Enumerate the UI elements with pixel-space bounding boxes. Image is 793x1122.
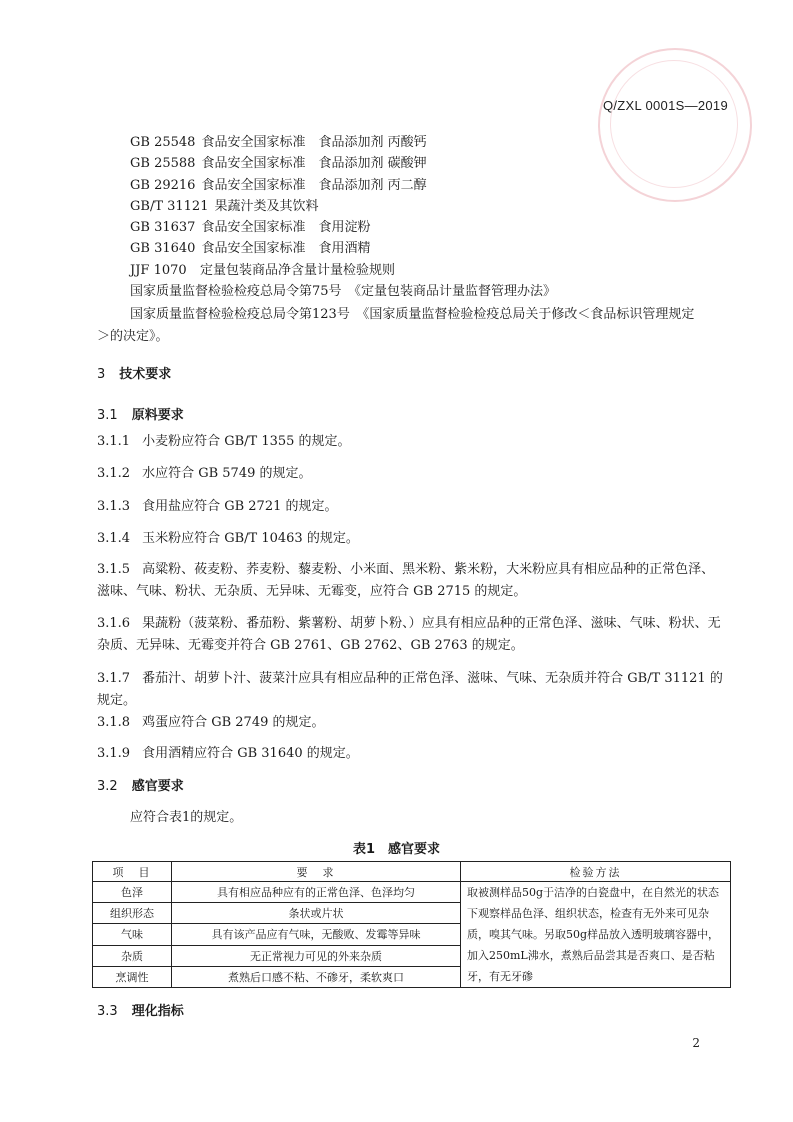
table-caption: 表1 感官要求: [352, 842, 441, 857]
table-header-cell: 项 目: [93, 862, 172, 882]
ref-title: 定量包装商品净含量计量检验规则: [200, 263, 396, 278]
red-seal-stamp: [598, 48, 752, 202]
ref-code: GB 29216: [130, 178, 196, 193]
ref-title: 食品安全国家标准 食品添加剂 丙二醇: [201, 178, 427, 193]
ref-title: 食品安全国家标准 食品添加剂 丙酸钙: [201, 135, 427, 150]
table-cell-requirement: 煮熟后口感不粘、不碜牙，柔软爽口: [172, 966, 461, 987]
page-number: 2: [692, 1036, 700, 1050]
ref-code: GB 31640: [130, 241, 196, 256]
ref-item: [130, 198, 319, 216]
table-header-row: [93, 862, 731, 882]
ref-code: GB/T 31121: [130, 199, 209, 214]
table-cell-item: 烹调性: [93, 966, 172, 987]
clause: 3.1.1 小麦粉应符合 GB/T 1355 的规定。: [97, 434, 351, 449]
table-cell-item: 杂质: [93, 945, 172, 966]
ref-item: [130, 262, 395, 280]
ref-title: 食品安全国家标准 食用酒精: [201, 241, 371, 256]
table-cell-item: 气味: [93, 924, 172, 945]
section-body: 应符合表1的规定。: [130, 810, 243, 825]
clause: 3.1.9 食用酒精应符合 GB 31640 的规定。: [97, 746, 359, 761]
section-heading: 3.2 感官要求: [97, 779, 184, 794]
clause: 3.1.8 鸡蛋应符合 GB 2749 的规定。: [97, 715, 325, 730]
table-header-cell: 要 求: [172, 862, 461, 882]
clause: 3.1.3 食用盐应符合 GB 2721 的规定。: [97, 499, 338, 514]
ref-title: 食品安全国家标准 食用淀粉: [201, 220, 371, 235]
clause: 3.1.2 水应符合 GB 5749 的规定。: [97, 466, 312, 481]
table-row: [93, 882, 731, 903]
standard-code: Q/ZXL 0001S—2019: [602, 98, 728, 113]
order-item: 国家质量监督检验检疫总局令第123号 《国家质量监督检验检疫总局关于修改＜食品标识管理规定＞的决定》。: [97, 307, 695, 344]
table-cell-method: 取被测样品50g于洁净的白瓷盘中，在自然光的状态下观察样品色泽、组织状态，检查有无外来可见杂质，嗅其气味。另取50g样品放入透明玻璃容器中，加入250mL沸水，煮熟后品尝其是否爽口、是否粘牙，有无牙碜: [461, 882, 731, 988]
ref-code: JJF 1070: [130, 263, 187, 278]
sensory-table: [92, 861, 731, 988]
ref-title: 食品安全国家标准 食品添加剂 碳酸钾: [201, 156, 427, 171]
section-heading: 3 技术要求: [97, 367, 172, 382]
table-cell-requirement: 条状或片状: [172, 903, 461, 924]
ref-item: [130, 155, 427, 173]
section-heading: 3.3 理化指标: [97, 1004, 184, 1019]
table-cell-item: 组织形态: [93, 903, 172, 924]
clause: 3.1.7 番茄汁、胡萝卜汁、菠菜汁应具有相应品种的正常色泽、滋味、气味、无杂质并符合 GB/T 31121 的规定。: [97, 671, 723, 708]
ref-item: [130, 219, 370, 237]
table-cell-item: 色泽: [93, 882, 172, 903]
table-cell-requirement: 具有该产品应有气味，无酸败、发霉等异味: [172, 924, 461, 945]
ref-code: GB 25588: [130, 156, 196, 171]
section-heading: 3.1 原料要求: [97, 408, 184, 423]
table-cell-requirement: 无正常视力可见的外来杂质: [172, 945, 461, 966]
clause: 3.1.6 果蔬粉（菠菜粉、番茄粉、紫薯粉、胡萝卜粉、）应具有相应品种的正常色泽、滋味、气味、粉状、无杂质、无异味、无霉变并符合 GB 2761、GB 2762、GB 2763 的规定。: [97, 616, 721, 653]
ref-code: GB 31637: [130, 220, 196, 235]
ref-item: [130, 134, 427, 152]
ref-code: GB 25548: [130, 135, 196, 150]
ref-title: 果蔬汁类及其饮料: [214, 199, 319, 214]
order-item: 国家质量监督检验检疫总局令第75号 《定量包装商品计量监督管理办法》: [130, 284, 557, 299]
table-cell-requirement: 具有相应品种应有的正常色泽、色泽均匀: [172, 882, 461, 903]
ref-item: [130, 240, 370, 258]
ref-item: [130, 177, 427, 195]
clause: 3.1.4 玉米粉应符合 GB/T 10463 的规定。: [97, 531, 359, 546]
table-header-cell: 检验方法: [461, 862, 731, 882]
clause: 3.1.5 高粱粉、莜麦粉、荞麦粉、藜麦粉、小米面、黑米粉、紫米粉，大米粉应具有相应品种的正常色泽、滋味、气味、粉状、无杂质、无异味、无霉变，应符合 GB 2715 的规定。: [97, 562, 715, 599]
